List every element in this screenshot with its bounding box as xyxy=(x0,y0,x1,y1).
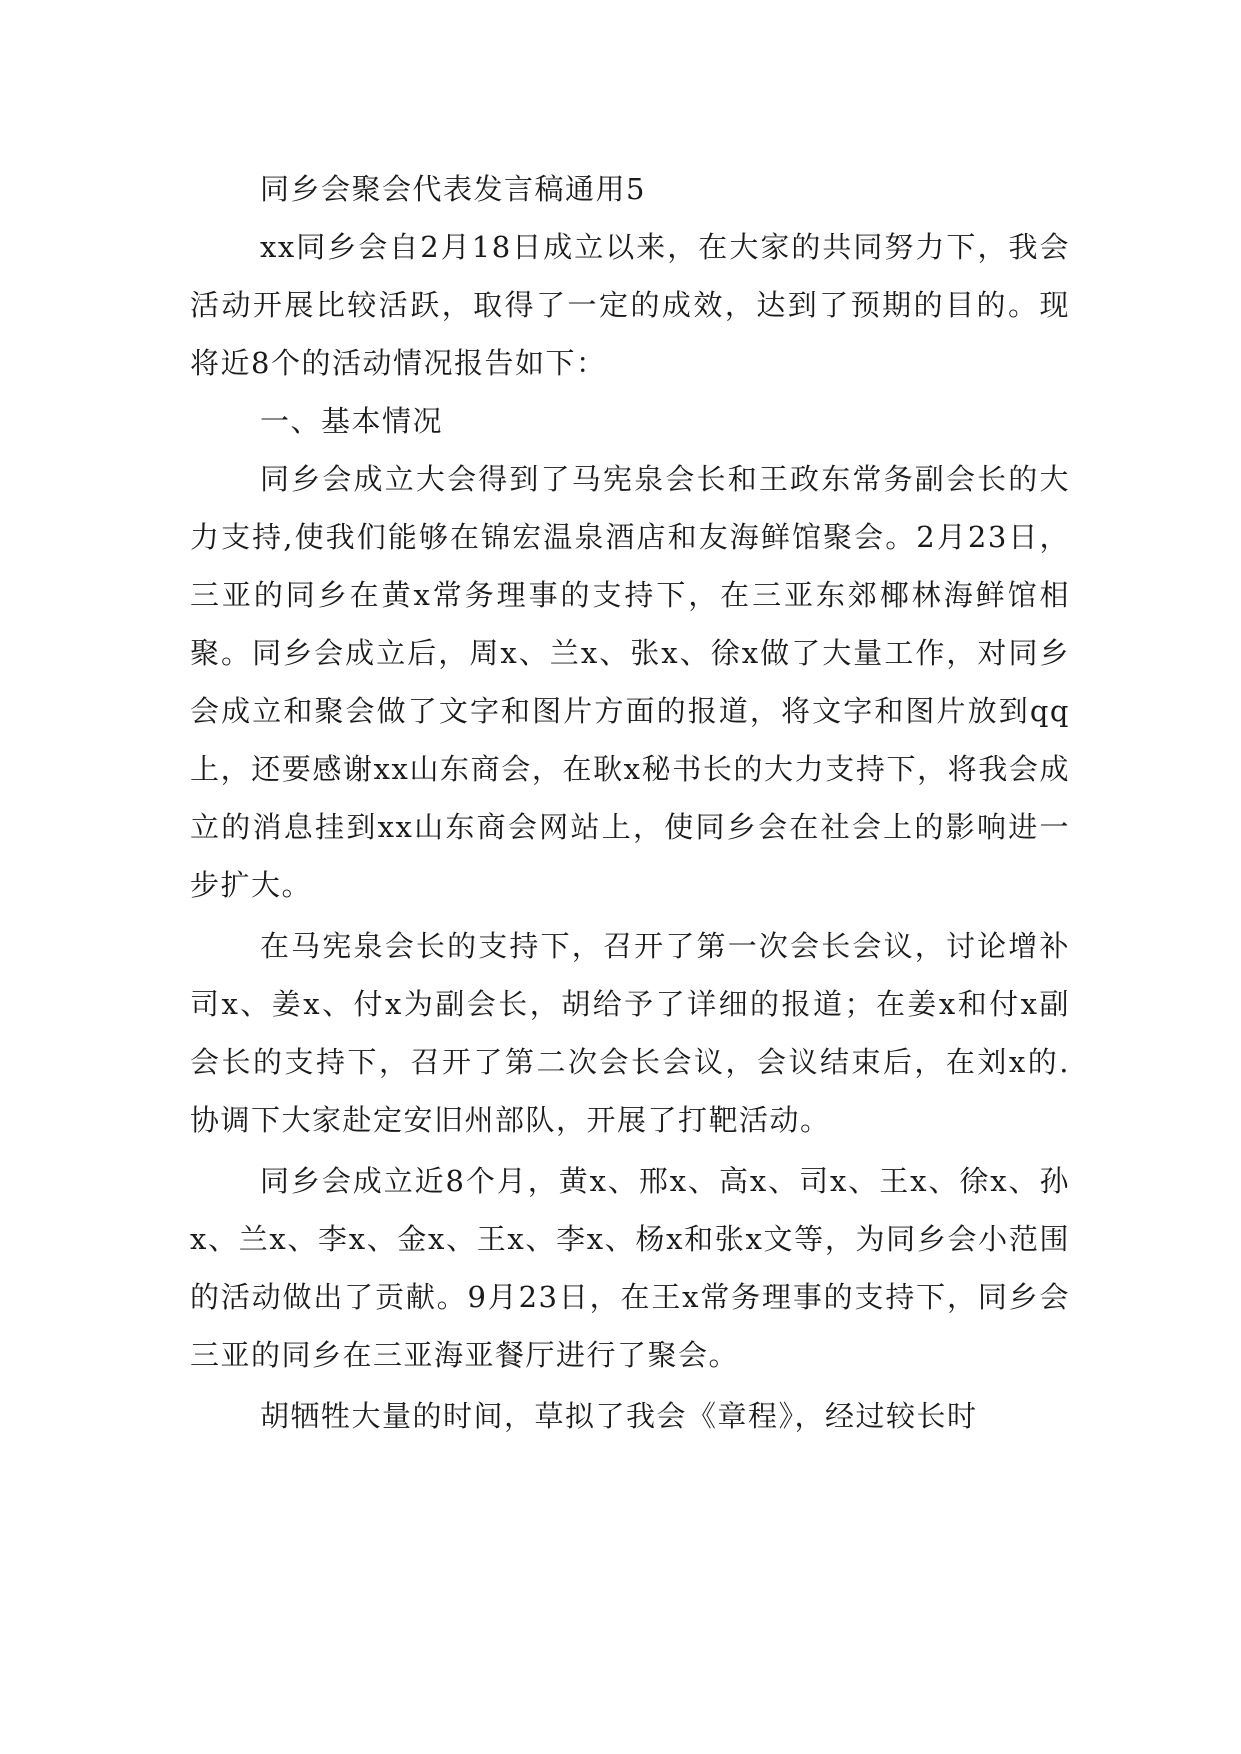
document-body xyxy=(190,160,1070,1445)
paragraph-intro: xx同乡会自2月18日成立以来，在大家的共同努力下，我会活动开展比较活跃，取得了一定的成效，达到了预期的目的。现将近8个的活动情况报告如下： xyxy=(190,230,1070,380)
paragraph-charter: 胡牺牲大量的时间，草拟了我会《章程》，经过较长时 xyxy=(260,1399,978,1433)
paragraph-contributions: 同乡会成立近8个月，黄x、邢x、高x、司x、王x、徐x、孙x、兰x、李x、金x、王x、李x、杨x和张x文等，为同乡会小范围的活动做出了贡献。9月23日，在王x常务理事的支持下，同乡会三亚的同乡在三亚海亚餐厅进行了聚会。 xyxy=(190,1164,1070,1372)
paragraph-meetings: 在马宪泉会长的支持下，召开了第一次会长会议，讨论增补司x、姜x、付x为副会长，胡给予了详细的报道；在姜x和付x副会长的支持下，召开了第二次会长会议，会议结束后，在刘x的.协调下大家赴定安旧州部队，开展了打靶活动。 xyxy=(190,929,1070,1137)
section-heading-basic: 一、基本情况 xyxy=(260,404,444,438)
document-title: 同乡会聚会代表发言稿通用5 xyxy=(260,172,646,206)
paragraph-founding: 同乡会成立大会得到了马宪泉会长和王政东常务副会长的大力支持,使我们能够在锦宏温泉酒店和友海鲜馆聚会。2月23日，三亚的同乡在黄x常务理事的支持下，在三亚东郊椰林海鲜馆相聚。同乡会成立后，周x、兰x、张x、徐x做了大量工作，对同乡会成立和聚会做了文字和图片方面的报道，将文字和图片放到qq上，还要感谢xx山东商会，在耿x秘书长的大力支持下，将我会成立的消息挂到xx山东商会网站上，使同乡会在社会上的影响进一步扩大。 xyxy=(190,462,1070,902)
